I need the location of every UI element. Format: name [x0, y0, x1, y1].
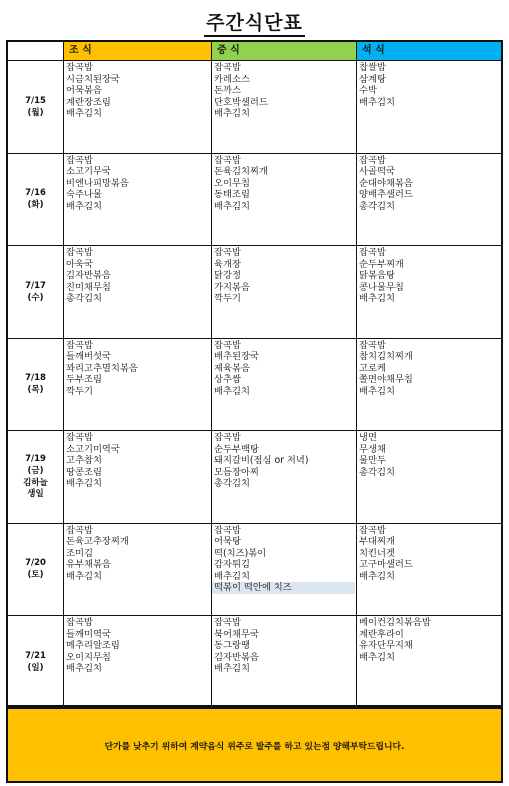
menu-item: 배추김치: [66, 570, 102, 582]
menu-item: 떡볶이 떡안에 치즈: [212, 582, 355, 594]
menu-item: 김자반볶음: [214, 651, 259, 663]
date-cell: [8, 431, 64, 523]
day-row: [8, 524, 501, 617]
header-breakfast: 조 식: [64, 42, 212, 61]
menu-item: 잡곡밥: [66, 339, 93, 351]
dinner-cell: [357, 524, 501, 616]
date-cell: [8, 524, 64, 616]
menu-item: 삼계탕: [359, 73, 386, 85]
menu-item: 꽈리고추멸치볶음: [66, 362, 138, 374]
menu-item: 부대찌개: [359, 536, 395, 548]
menu-item: 배추김치: [359, 293, 395, 305]
date-label: 7/15: [25, 95, 46, 106]
menu-item: 배추김치: [359, 96, 395, 108]
notice-banner: 단가를 낮추기 위하여 계약음식 위주로 발주를 하고 있는점 양해부탁드립니다.: [6, 707, 503, 783]
menu-item: 냉면: [359, 432, 377, 443]
menu-item: 잡곡밥: [214, 432, 241, 443]
page-title: 주간식단표: [0, 8, 509, 35]
menu-item: 유부채볶음: [66, 559, 111, 571]
date-label: 7/17: [25, 280, 46, 291]
weekly-menu-table: [6, 40, 503, 707]
menu-item: 어묵볶음: [66, 85, 102, 97]
menu-item: 메추리알조림: [66, 640, 120, 652]
menu-item: 배추김치: [66, 108, 102, 120]
menu-item: 잡곡밥: [214, 62, 241, 73]
dinner-cell: [357, 246, 501, 338]
menu-item: 배추김치: [66, 478, 102, 490]
breakfast-cell: [64, 339, 212, 431]
menu-item: 깍두기: [214, 293, 241, 305]
menu-item: 잡곡밥: [66, 524, 93, 536]
menu-item: 찹쌀밥: [359, 62, 386, 73]
menu-item: 고추참치: [66, 455, 102, 467]
day-row: [8, 431, 501, 524]
menu-item: 배추김치: [214, 663, 250, 675]
menu-item: 돼지갈비(점심 or 저녁): [214, 455, 309, 467]
menu-item: 잡곡밥: [66, 62, 93, 73]
menu-item: 배추김치: [214, 385, 250, 397]
menu-item: 총각김치: [66, 293, 102, 305]
menu-item: 땅콩조림: [66, 466, 102, 478]
menu-item: 수박: [359, 85, 377, 97]
weekday-label: (일): [27, 663, 44, 674]
menu-item: 잡곡밥: [66, 432, 93, 443]
menu-item: 순두부찌개: [359, 258, 404, 270]
menu-item: 양배추샐러드: [359, 189, 413, 201]
weekday-label: (수): [27, 292, 44, 303]
menu-item: 잡곡밥: [214, 617, 241, 628]
menu-item: 배추김치: [66, 663, 102, 675]
menu-item: 아욱국: [66, 258, 93, 270]
lunch-cell: [212, 61, 357, 153]
menu-item: 북어채무국: [214, 628, 259, 640]
lunch-cell: [212, 524, 357, 616]
menu-item: 들깨버섯국: [66, 351, 111, 363]
date-cell: [8, 339, 64, 431]
menu-item: 배추김치: [214, 200, 250, 212]
menu-item: 단호박샐러드: [214, 96, 268, 108]
weekday-label: (월): [27, 107, 44, 118]
breakfast-cell: [64, 246, 212, 338]
menu-item: 상추쌈: [214, 374, 241, 386]
menu-item: 콩나물무침: [359, 281, 404, 293]
menu-item: 잡곡밥: [359, 339, 386, 351]
menu-item: 배추김치: [66, 200, 102, 212]
menu-item: 잡곡밥: [359, 247, 386, 258]
menu-item: 육개장: [214, 258, 241, 270]
menu-item: 오이무침: [214, 177, 250, 189]
menu-item: 베이컨김치볶음밥: [359, 617, 431, 628]
menu-item: 무생채: [359, 443, 386, 455]
menu-item: 총각김치: [214, 478, 250, 490]
menu-item: 계란후라이: [359, 628, 404, 640]
menu-item: 잡곡밥: [359, 154, 386, 166]
menu-item: 잡곡밥: [214, 154, 241, 166]
day-row: [8, 154, 501, 247]
menu-item: 동태조림: [214, 189, 250, 201]
menu-item: 돈육김치찌개: [214, 166, 268, 178]
menu-item: 잡곡밥: [214, 247, 241, 258]
menu-item: 두부조림: [66, 374, 102, 386]
dinner-cell: [357, 339, 501, 431]
menu-item: 잡곡밥: [66, 617, 93, 628]
menu-item: 순대야채볶음: [359, 177, 413, 189]
header-dinner: 석 식: [357, 42, 501, 61]
menu-item: 가지볶음: [214, 281, 250, 293]
weekday-label: (금): [27, 466, 44, 477]
menu-item: 진미채무침: [66, 281, 111, 293]
menu-item: 치킨너겟: [359, 547, 395, 559]
date-label: 7/18: [25, 373, 46, 384]
lunch-cell: [212, 616, 357, 709]
menu-item: 순두부백탕: [214, 443, 259, 455]
menu-item: 돈육고추장찌개: [66, 536, 129, 548]
menu-item: 배추김치: [359, 570, 395, 582]
header-date-column: [8, 42, 64, 61]
date-cell: [8, 61, 64, 153]
dinner-cell: [357, 616, 501, 709]
dinner-cell: [357, 431, 501, 523]
breakfast-cell: [64, 616, 212, 709]
menu-item: 계란장조림: [66, 96, 111, 108]
day-row: [8, 246, 501, 339]
menu-item: 떡(치즈)볶이: [214, 547, 267, 559]
menu-item: 어묵탕: [214, 536, 241, 548]
menu-item: 사골떡국: [359, 166, 395, 178]
lunch-cell: [212, 246, 357, 338]
date-cell: [8, 246, 64, 338]
menu-item: 조미김: [66, 547, 93, 559]
menu-item: 숙주나물: [66, 189, 102, 201]
menu-item: 소고기무국: [66, 166, 111, 178]
day-row: [8, 61, 501, 154]
menu-item: 모듬장아찌: [214, 466, 259, 478]
menu-item: 배추된장국: [214, 351, 259, 363]
menu-item: 고로케: [359, 362, 386, 374]
date-label: 7/21: [25, 651, 46, 662]
menu-item: 배추김치: [359, 651, 395, 663]
menu-item: 쫄면야채무침: [359, 374, 413, 386]
menu-item: 잡곡밥: [66, 247, 93, 258]
menu-item: 소고기미역국: [66, 443, 120, 455]
menu-item: 돈까스: [214, 85, 241, 97]
menu-item: 제육볶음: [214, 362, 250, 374]
day-row: [8, 616, 501, 709]
dinner-cell: [357, 154, 501, 246]
date-note: 김하늘 생일: [23, 478, 48, 500]
menu-item: 깍두기: [66, 385, 93, 397]
menu-item: 들깨미역국: [66, 628, 111, 640]
menu-item: 참치김치찌개: [359, 351, 413, 363]
menu-item: 잡곡밥: [214, 524, 241, 536]
date-cell: [8, 616, 64, 709]
day-row: [8, 339, 501, 432]
breakfast-cell: [64, 431, 212, 523]
menu-item: 물만두: [359, 455, 386, 467]
menu-item: 비엔나피망볶음: [66, 177, 129, 189]
header-lunch: 중 식: [212, 42, 357, 61]
dinner-cell: [357, 61, 501, 153]
breakfast-cell: [64, 154, 212, 246]
menu-item: 닭볶음탕: [359, 270, 395, 282]
menu-item: 유자단무지채: [359, 640, 413, 652]
date-label: 7/16: [25, 188, 46, 199]
breakfast-cell: [64, 61, 212, 153]
weekday-label: (토): [27, 570, 44, 581]
menu-item: 오이지무침: [66, 651, 111, 663]
weekday-label: (화): [27, 200, 44, 211]
menu-item: 총각김치: [359, 200, 395, 212]
menu-item: 시금치된장국: [66, 73, 120, 85]
menu-item: 잡곡밥: [66, 154, 93, 166]
lunch-cell: [212, 339, 357, 431]
weekday-label: (목): [27, 385, 44, 396]
menu-item: 고구마샐러드: [359, 559, 413, 571]
menu-item: 배추김치: [214, 570, 250, 582]
lunch-cell: [212, 431, 357, 523]
menu-item: 잡곡밥: [359, 524, 386, 536]
menu-item: 김자반볶음: [66, 270, 111, 282]
breakfast-cell: [64, 524, 212, 616]
menu-item: 카레소스: [214, 73, 250, 85]
date-label: 7/20: [25, 558, 46, 569]
menu-item: 잡곡밥: [214, 339, 241, 351]
date-label: 7/19: [25, 454, 46, 465]
menu-item: 닭강정: [214, 270, 241, 282]
menu-item: 배추김치: [359, 385, 395, 397]
menu-item: 감자튀김: [214, 559, 250, 571]
menu-item: 총각김치: [359, 466, 395, 478]
date-cell: [8, 154, 64, 246]
menu-item: 동그랑땡: [214, 640, 250, 652]
lunch-cell: [212, 154, 357, 246]
menu-item: 배추김치: [214, 108, 250, 120]
